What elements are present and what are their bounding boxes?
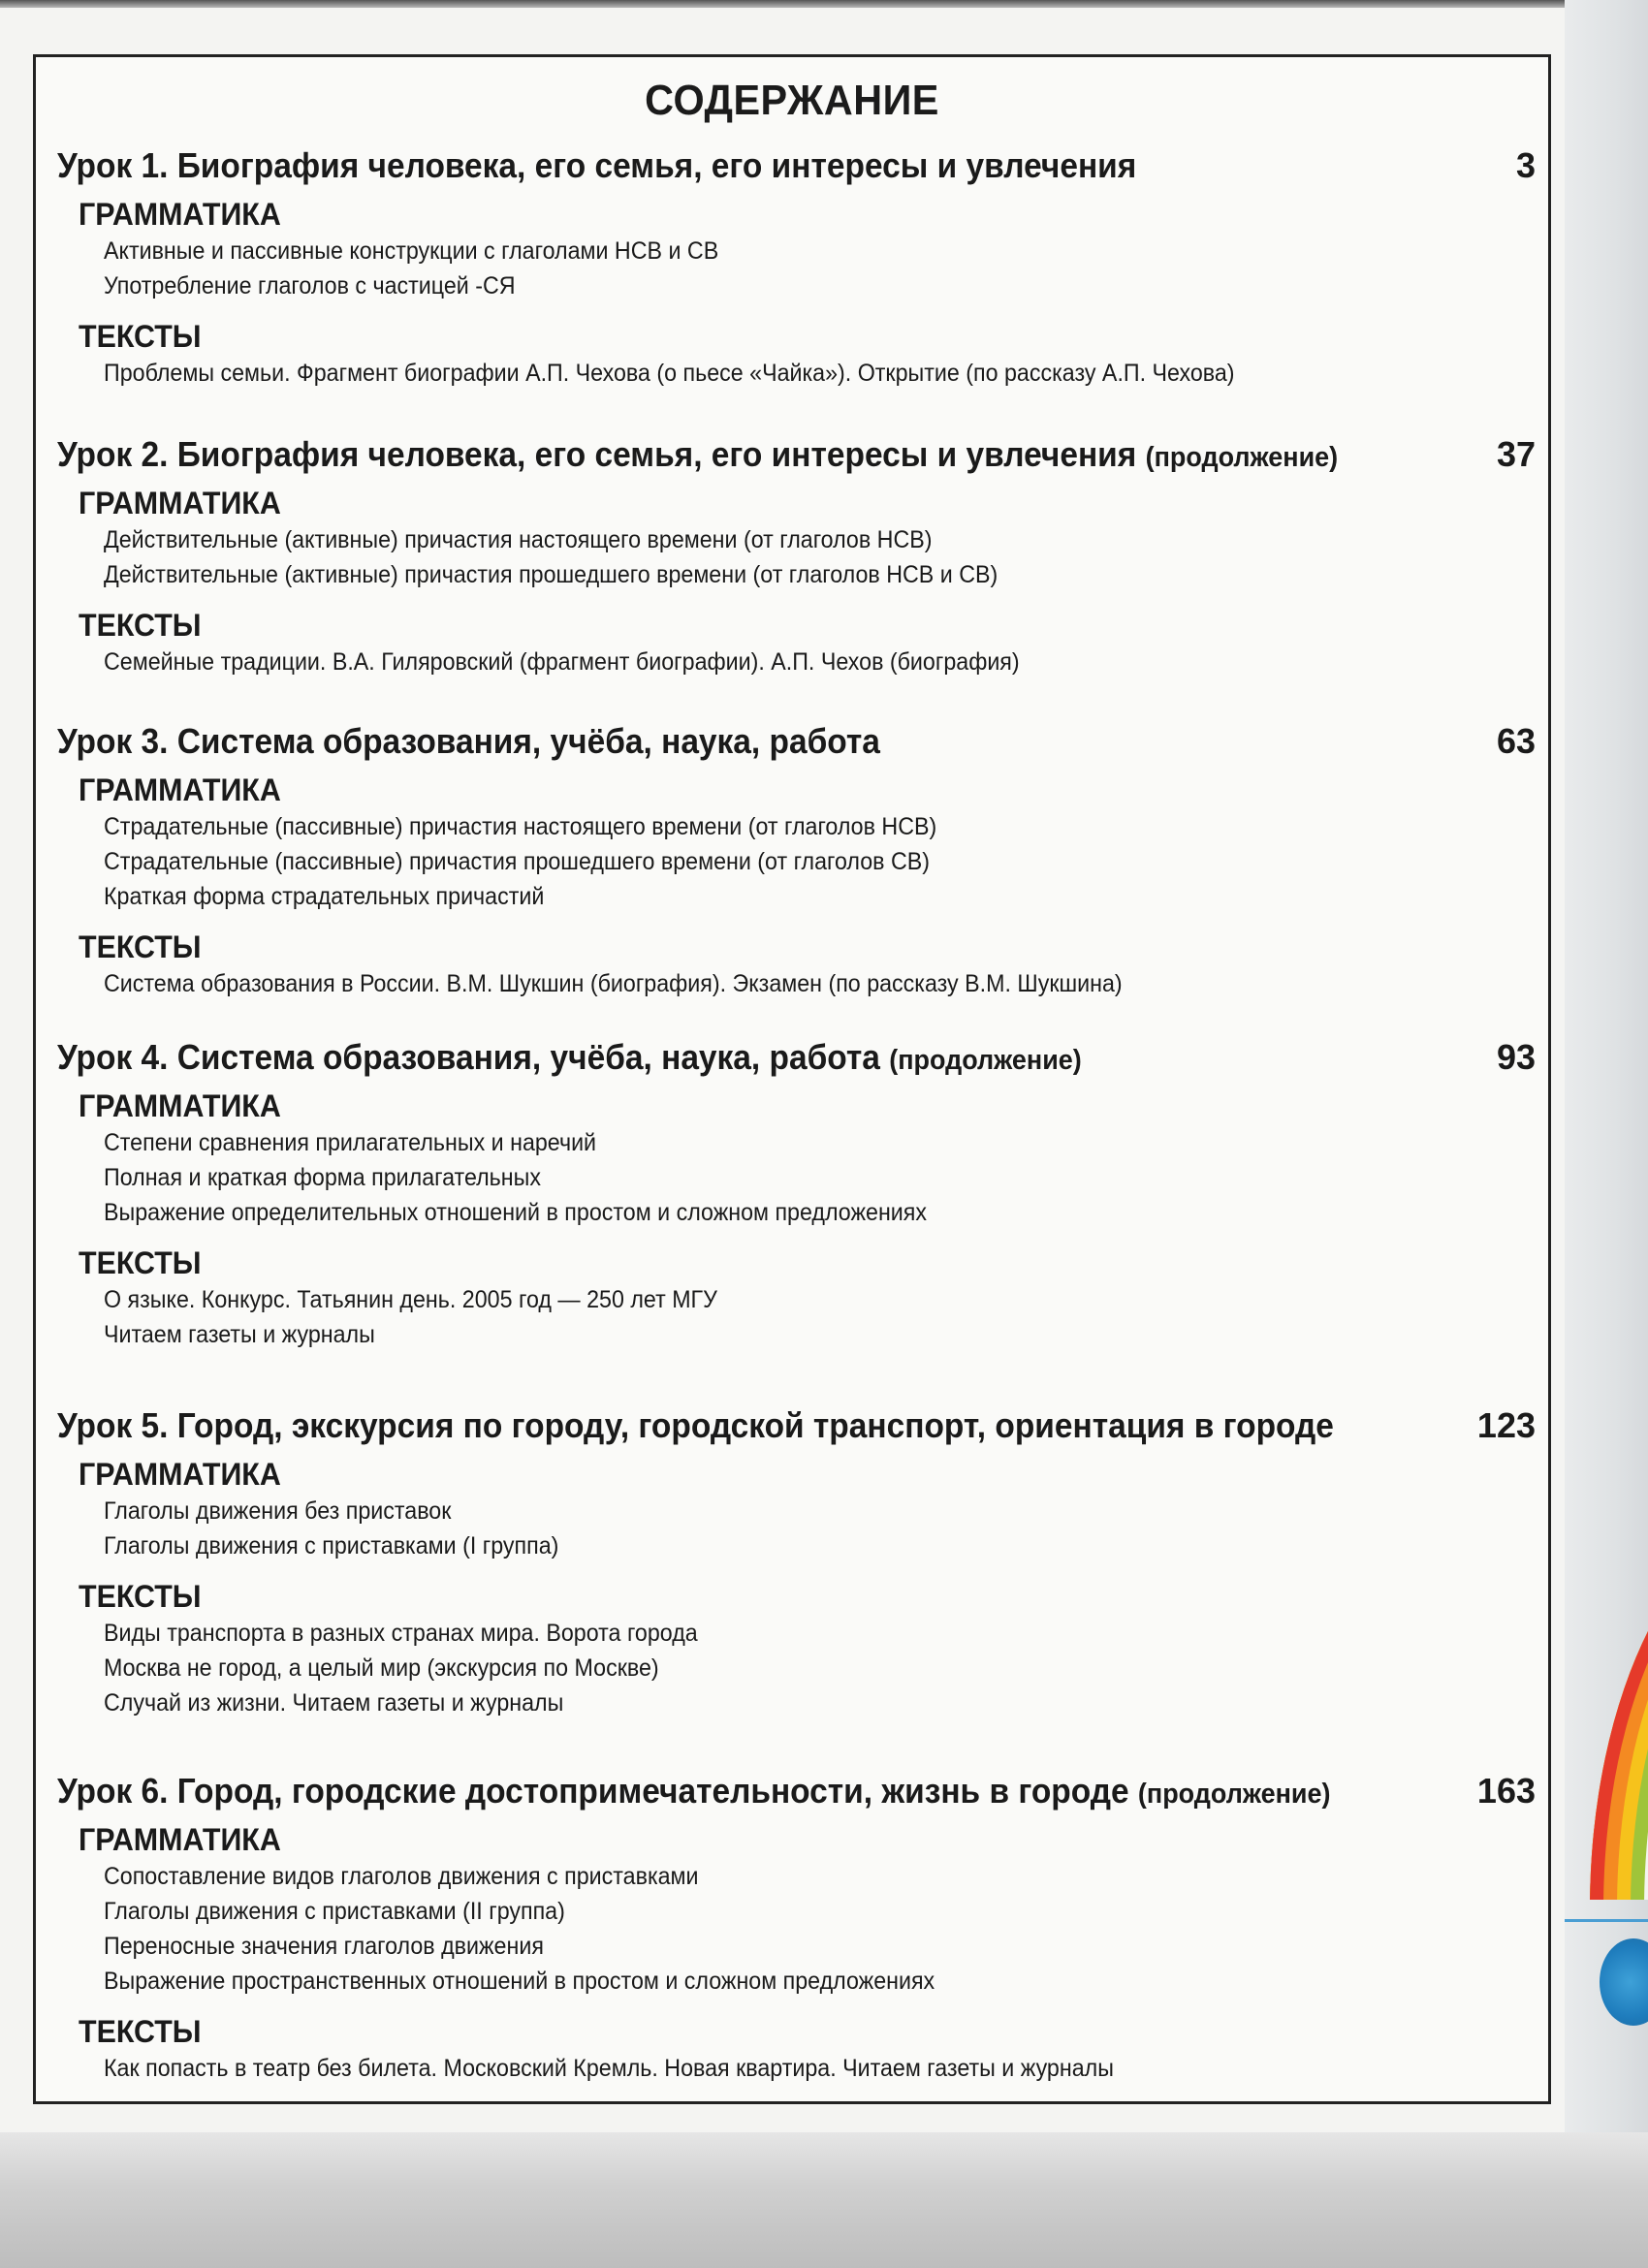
lesson-title-text: Урок 5. Город, экскурсия по городу, городской транспорт, ориентация в городе (57, 1405, 1334, 1445)
lesson-title-text: Урок 3. Система образования, учёба, наука, работа (57, 721, 880, 761)
texts-list (104, 1616, 1536, 1720)
texts-heading: ТЕКСТЫ (79, 319, 202, 354)
grammar-heading: ГРАММАТИКА (79, 486, 281, 520)
grammar-item: Полная и краткая форма прилагательных (104, 1164, 541, 1191)
grammar-list (104, 1494, 1536, 1563)
lesson-page-number: 163 (1476, 1771, 1536, 1811)
grammar-list (104, 1125, 1536, 1230)
cover-blue-rule (1565, 1919, 1648, 1922)
lesson-heading (57, 1766, 1536, 1816)
text-item: Система образования в России. В.М. Шукшин (биография). Экзамен (по рассказу В.М. Шукшина) (104, 970, 1123, 997)
lesson-continuation-note: (продолжение) (1145, 442, 1339, 473)
lesson-page-number: 93 (1496, 1037, 1536, 1077)
grammar-item: Выражение определительных отношений в простом и сложном предложениях (104, 1199, 928, 1226)
lesson-title (57, 141, 1136, 191)
grammar-item: Активные и пассивные конструкции с глаголами НСВ и СВ (104, 237, 719, 265)
grammar-item: Страдательные (пассивные) причастия настоящего времени (от глаголов НСВ) (104, 813, 937, 840)
lesson-title (57, 1032, 1082, 1086)
text-item: Москва не город, а целый мир (экскурсия по Москве) (104, 1654, 659, 1682)
grammar-item: Употребление глаголов с частицей -СЯ (104, 272, 516, 299)
rainbow-graphic (1561, 1512, 1648, 1900)
lesson-title-text: Урок 4. Система образования, учёба, наука, работа (57, 1037, 880, 1077)
grammar-item: Действительные (активные) причастия настоящего времени (от глаголов НСВ) (104, 526, 933, 553)
lesson-title (57, 716, 880, 767)
texts-heading: ТЕКСТЫ (79, 1579, 202, 1614)
text-item: Проблемы семьи. Фрагмент биографии А.П. Чехова (о пьесе «Чайка»). Открытие (по рассказу А.П. Чехова) (104, 360, 1235, 387)
grammar-list (104, 809, 1536, 914)
grammar-item: Действительные (активные) причастия прошедшего времени (от глаголов НСВ и СВ) (104, 561, 998, 588)
lesson-heading (57, 1401, 1536, 1451)
texts-list (104, 1282, 1536, 1352)
grammar-item: Глаголы движения с приставками (II группа) (104, 1898, 565, 1925)
grammar-item: Глаголы движения с приставками (I группа) (104, 1532, 559, 1559)
grammar-list (104, 1859, 1536, 1999)
lesson-continuation-note: (продолжение) (1137, 1779, 1331, 1810)
lesson-title (57, 429, 1338, 483)
lesson-entry (57, 1766, 1536, 2086)
texts-list (104, 356, 1536, 391)
texts-heading: ТЕКСТЫ (79, 929, 202, 964)
page-title: СОДЕРЖАНИЕ (645, 77, 939, 124)
scan-bottom-shadow (0, 2132, 1648, 2268)
lesson-title (57, 1766, 1330, 1819)
texts-heading: ТЕКСТЫ (79, 1245, 202, 1280)
grammar-item: Степени сравнения прилагательных и наречий (104, 1129, 597, 1156)
grammar-item: Глаголы движения без приставок (104, 1497, 452, 1525)
lesson-title-text: Урок 2. Биография человека, его семья, его интересы и увлечения (57, 434, 1137, 474)
text-item: Читаем газеты и журналы (104, 1321, 375, 1348)
lesson-heading (57, 1032, 1536, 1083)
lesson-entry (57, 1401, 1536, 1720)
lesson-entry (57, 1032, 1536, 1352)
lesson-page-number: 37 (1496, 434, 1536, 474)
lesson-heading (57, 429, 1536, 480)
lesson-page-number: 123 (1476, 1405, 1536, 1445)
grammar-item: Переносные значения глаголов движения (104, 1933, 544, 1960)
texts-heading: ТЕКСТЫ (79, 608, 202, 643)
grammar-heading: ГРАММАТИКА (79, 1822, 281, 1857)
grammar-heading: ГРАММАТИКА (79, 1457, 281, 1492)
lesson-heading (57, 716, 1536, 767)
lesson-page-number: 3 (1515, 145, 1536, 185)
texts-heading: ТЕКСТЫ (79, 2014, 202, 2049)
text-item: Виды транспорта в разных странах мира. Ворота города (104, 1620, 698, 1647)
texts-list (104, 2051, 1536, 2086)
text-item: Семейные традиции. В.А. Гиляровский (фрагмент биографии). А.П. Чехов (биография) (104, 648, 1020, 676)
lesson-entry (57, 429, 1536, 679)
contents-frame (33, 54, 1551, 2104)
lesson-entry (57, 716, 1536, 1001)
lesson-page-number: 63 (1496, 721, 1536, 761)
grammar-heading: ГРАММАТИКА (79, 772, 281, 807)
lesson-continuation-note: (продолжение) (889, 1045, 1082, 1076)
grammar-item: Страдательные (пассивные) причастия прошедшего времени (от глаголов СВ) (104, 848, 931, 875)
texts-list (104, 645, 1536, 679)
grammar-list (104, 234, 1536, 303)
text-item: Как попасть в театр без билета. Московский Кремль. Новая квартира. Читаем газеты и журналы (104, 2055, 1114, 2082)
text-item: О языке. Конкурс. Татьянин день. 2005 год — 250 лет МГУ (104, 1286, 717, 1313)
grammar-item: Выражение пространственных отношений в простом и сложном предложениях (104, 1968, 935, 1995)
lesson-heading (57, 141, 1536, 191)
text-item: Случай из жизни. Читаем газеты и журналы (104, 1689, 564, 1717)
grammar-item: Краткая форма страдательных причастий (104, 883, 545, 910)
grammar-list (104, 522, 1536, 592)
lesson-title-text: Урок 1. Биография человека, его семья, его интересы и увлечения (57, 145, 1137, 185)
lesson-entry (57, 141, 1536, 391)
grammar-heading: ГРАММАТИКА (79, 1088, 281, 1123)
lesson-title-text: Урок 6. Город, городские достопримечательности, жизнь в городе (57, 1771, 1129, 1811)
grammar-item: Сопоставление видов глаголов движения с приставками (104, 1863, 699, 1890)
scan-top-shadow (0, 0, 1648, 8)
lesson-title (57, 1401, 1334, 1451)
grammar-heading: ГРАММАТИКА (79, 197, 281, 232)
texts-list (104, 966, 1536, 1001)
